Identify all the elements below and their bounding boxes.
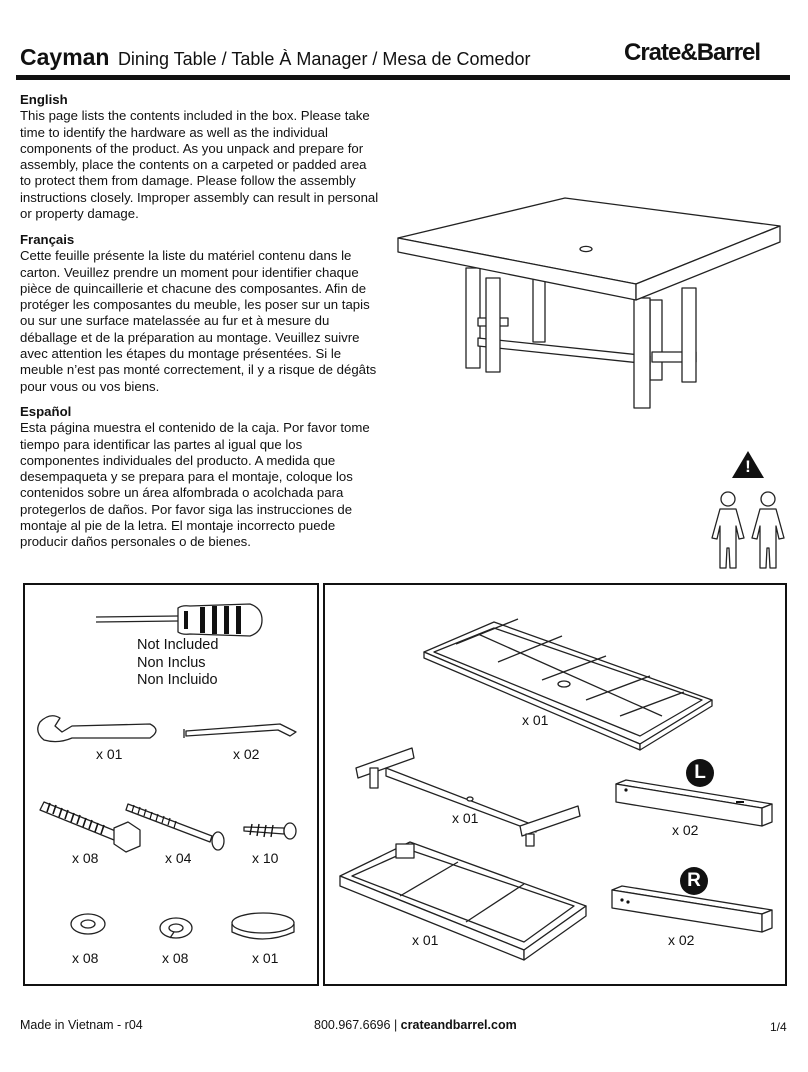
lock-washer-qty: x 08 — [162, 950, 189, 966]
product-subtitle: Dining Table / Table À Manager / Mesa de Comedor — [117, 49, 531, 69]
footer-contact — [314, 1018, 517, 1032]
leg-right-qty: x 02 — [668, 932, 695, 948]
table-top-qty: x 01 — [522, 712, 549, 728]
footer-origin: Made in Vietnam - r04 — [20, 1018, 143, 1032]
leg-right-badge: R — [687, 870, 701, 891]
stretcher-qty: x 01 — [452, 810, 479, 826]
section-heading: English — [20, 92, 68, 107]
screw-qty: x 10 — [252, 850, 279, 866]
apron-frame-qty: x 01 — [412, 932, 439, 948]
hex-bolt-qty: x 08 — [72, 850, 99, 866]
not-included-fr: Non Inclus — [137, 654, 206, 671]
leg-left-badge: L — [694, 762, 706, 783]
warning-symbol: ! — [745, 457, 751, 476]
cap-qty: x 01 — [252, 950, 279, 966]
leg-left-qty: x 02 — [672, 822, 699, 838]
product-name: Cayman — [20, 44, 110, 70]
footer-website[interactable]: crateandbarrel.com — [400, 1018, 517, 1032]
wrench-qty: x 01 — [96, 746, 123, 762]
page-number: 1/4 — [770, 1020, 787, 1034]
brand-logo: Crate&Barrel — [624, 39, 761, 66]
lag-bolt-qty: x 04 — [165, 850, 192, 866]
section-heading: Français — [20, 232, 75, 247]
section-heading: Español — [20, 404, 72, 419]
footer-phone: 800.967.6696 | — [314, 1018, 398, 1032]
not-included-es: Non Incluido — [137, 672, 218, 688]
washer-qty: x 08 — [72, 950, 99, 966]
section-body: Esta página muestra el contenido de la caja. Por favor tome tiempo para identificar las partes al igual que los componentes individuales del producto. A medida que desempaqueta y se prepara para el montaje, coloque los contenidos sobre un área alfombrada o acolchada para protegerlos de daños. Por favor siga las instrucciones de montaje al pie de la letra. El montaje incorrecto puede producir daños personales o de bienes. — [20, 420, 370, 550]
not-included-en: Not Included — [137, 637, 219, 653]
section-body: This page lists the contents included in the box. Please take time to identify the hardware as well as the individual components of the product. As you unpack and prepare for assembly, place the contents on a carpeted or padded area to protect them from damage. Please follow the assembly instructions closely. Improper assembly can result in personal or property damage. — [20, 108, 379, 222]
allen-key-qty: x 02 — [233, 746, 260, 762]
section-body: Cette feuille présente la liste du matériel contenu dans le carton. Veuillez prendre un moment pour identifier chaque pièce de quincaillerie et chacune des composantes. Afin de protéger les composantes du meuble, les poser sur un tapis ou sur une surface matelassée au fur et à mesure du déballage et de la préparation au montage. Veuillez suivre avec attention les étapes du montage présentées. Si le meuble n’est pas monté correctement, il y a risque de dégâts pour vous ou vos biens. — [20, 248, 377, 394]
